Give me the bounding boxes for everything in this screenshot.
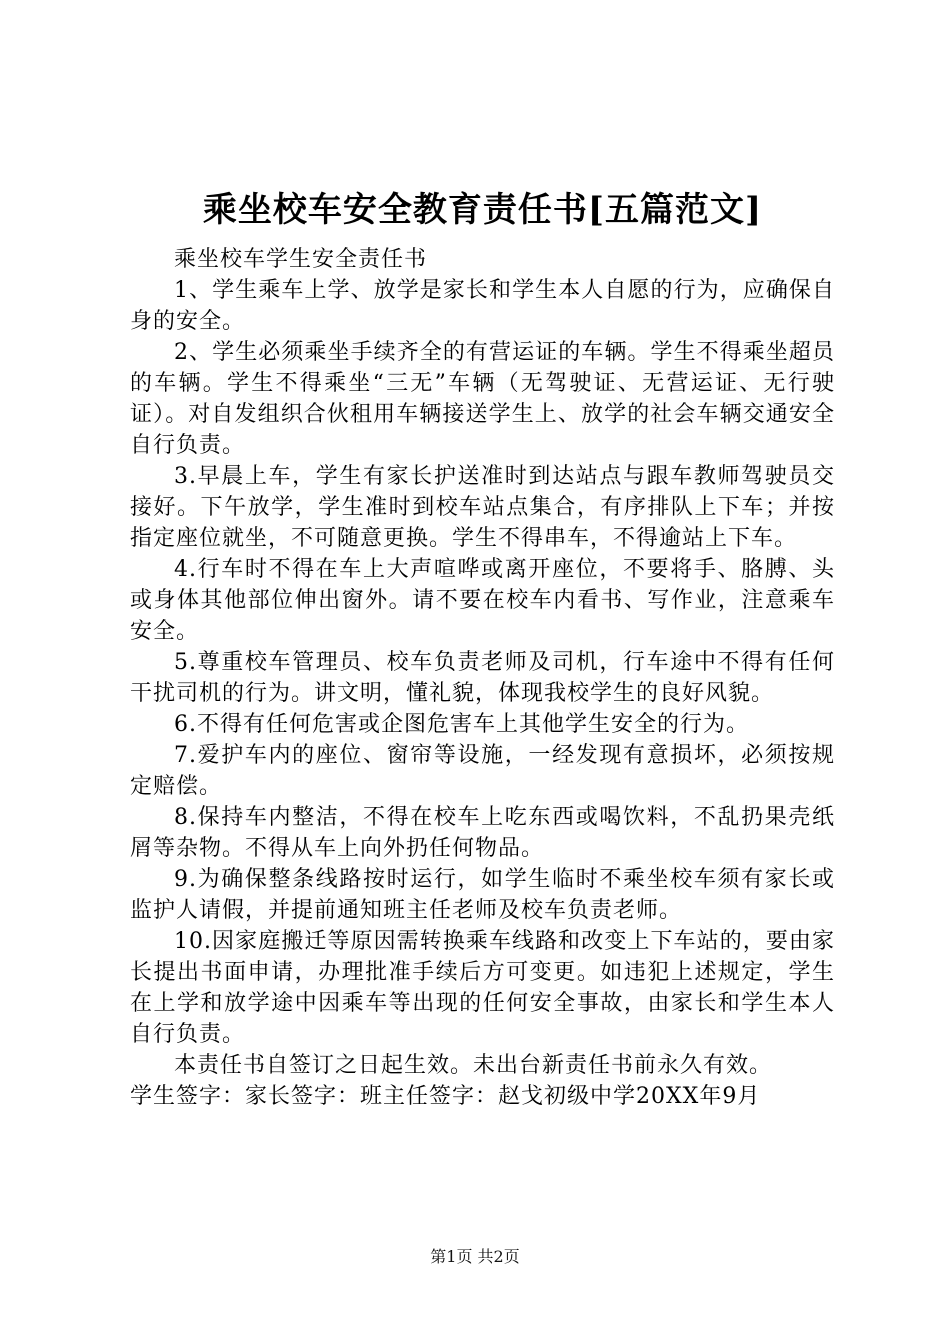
clause-3: 3.早晨上车，学生有家长护送准时到达站点与跟车教师驾驶员交接好。下午放学，学生准时到校车站点集合，有序排队上下车；并按指定座位就坐，不可随意更换。学生不得串车，不得逾站上下车。 [130,464,835,551]
document-subtitle: 乘坐校车学生安全责任书 [174,247,428,272]
clause-10: 10.因家庭搬迁等原因需转换乘车线路和改变上下车站的，要由家长提出书面申请，办理批准手续后方可变更。如违犯上述规定，学生在上学和放学途中因乘车等出现的任何安全事故，由家长和学生本人自行负责。 [130,929,835,1047]
page-number: 第1页 共2页 [430,1247,520,1266]
document-title: 乘坐校车安全教育责任书[五篇范文] [202,190,763,230]
document-page [130,180,835,1112]
clause-9: 9.为确保整条线路按时运行，如学生临时不乘坐校车须有家长或监护人请假，并提前通知班主任老师及校车负责老师。 [130,867,835,923]
clause-5: 5.尊重校车管理员、校车负责老师及司机，行车途中不得有任何干扰司机的行为。讲文明，懂礼貌，体现我校学生的良好风貌。 [130,650,835,706]
clause-8: 8.保持车内整洁，不得在校车上吃东西或喝饮料，不乱扔果壳纸屑等杂物。不得从车上向外扔任何物品。 [130,805,835,861]
clause-4: 4.行车时不得在车上大声喧哗或离开座位，不要将手、胳膊、头或身体其他部位伸出窗外。请不要在校车内看书、写作业，注意乘车安全。 [130,557,835,644]
effective-clause: 本责任书自签订之日起生效。未出台新责任书前永久有效。 [174,1053,773,1078]
clause-7: 7.爱护车内的座位、窗帘等设施，一经发现有意损坏，必须按规定赔偿。 [130,743,835,799]
clause-1: 1、学生乘车上学、放学是家长和学生本人自愿的行为，应确保自身的安全。 [130,278,835,334]
clause-6: 6.不得有任何危害或企图危害车上其他学生安全的行为。 [174,712,749,737]
signature-line: 学生签字：家长签字：班主任签字：赵戈初级中学20XX年9月 [130,1084,761,1109]
clause-2: 2、学生必须乘坐手续齐全的有营运证的车辆。学生不得乘坐超员的车辆。学生不得乘坐“三无”车辆（无驾驶证、无营运证、无行驶证）。对自发组织合伙租用车辆接送学生上、放学的社会车辆交通安全自行负责。 [130,340,835,458]
